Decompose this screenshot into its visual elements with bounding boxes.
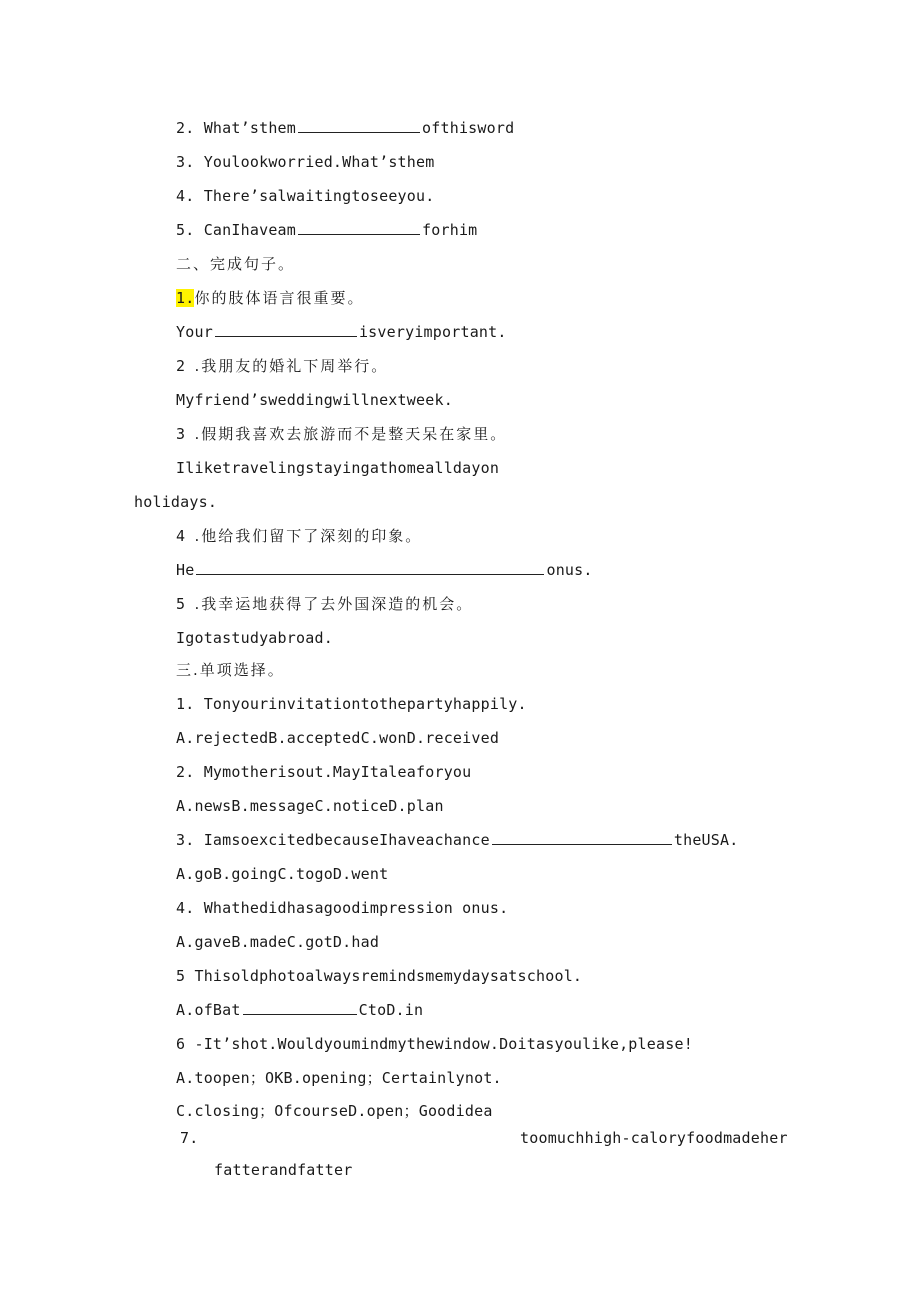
mc-question-7-cont: fatterandfatter (214, 1161, 353, 1179)
sentence-1-chinese (176, 287, 364, 309)
mc-options-3: A.goB.goingC.togoD.went (176, 865, 389, 883)
english-text-after: isveryimportant. (358, 323, 507, 341)
item-text-before: CanIhaveam (203, 221, 297, 239)
item-number: 2. (176, 119, 195, 137)
item-text-before: What’sthem (203, 119, 297, 137)
options-text-before: A.ofBat (176, 1001, 241, 1019)
item-text-after: ofthisword (422, 119, 515, 137)
mc-options-6b: C.closing；OfcourseD.open；Goodidea (176, 1102, 493, 1120)
mc-question-7-text: toomuchhigh-caloryfoodmadeher (520, 1129, 788, 1147)
question-text-before: 3. IamsoexcitedbecauseIhaveachance (176, 831, 490, 849)
item-number: 3. (176, 153, 195, 171)
sentence-4-english (176, 559, 593, 581)
item-number: 3 (176, 425, 186, 443)
mc-question-4: 4. Whathedidhasagoodimpression onus. (176, 899, 509, 917)
mc-options-2: A.newsB.messageC.noticeD.plan (176, 797, 444, 815)
mc-question-5: 5 Thisoldphotoalwaysremindsmemydaysatschool. (176, 967, 583, 985)
section-3-heading: 三.单项选择。 (176, 661, 285, 679)
chinese-text: .假期我喜欢去旅游而不是整天呆在家里。 (194, 425, 508, 443)
answer-blank[interactable] (243, 999, 357, 1015)
sentence-3-chinese (176, 423, 507, 445)
sentence-5-english: Igotastudyabroad. (176, 629, 333, 647)
answer-blank[interactable] (492, 829, 672, 845)
sentence-2-chinese (176, 355, 388, 377)
english-text-before: Your (176, 323, 213, 341)
sentence-3-english-cont: holidays. (134, 493, 218, 511)
item-number: 5 (176, 595, 186, 613)
answer-blank[interactable] (215, 321, 357, 337)
english-text-before: He (176, 561, 195, 579)
options-text-after: CtoD.in (358, 1001, 424, 1019)
mc-options-5 (176, 999, 423, 1021)
chinese-text: .他给我们留下了深刻的印象。 (194, 527, 423, 545)
item-number: 5. (176, 221, 195, 239)
english-text-after: onus. (546, 561, 593, 579)
question-text-after: theUSA. (673, 831, 739, 849)
sentence-1-english (176, 321, 507, 343)
mc-question-7-number: 7. (180, 1129, 199, 1147)
vocab-item-2 (176, 117, 514, 139)
mc-question-3 (176, 829, 738, 851)
vocab-item-5 (176, 219, 477, 241)
sentence-5-chinese (176, 593, 473, 615)
mc-options-6a: A.toopen；OKB.opening；Certainlynot. (176, 1069, 502, 1087)
sentence-3-english: Iliketravelingstayingathomealldayon (176, 459, 500, 477)
chinese-text: .我幸运地获得了去外国深造的机会。 (194, 595, 474, 613)
answer-blank[interactable] (298, 219, 420, 235)
highlighted-number: 1. (176, 289, 195, 307)
item-number: 4. (176, 187, 195, 205)
answer-blank[interactable] (196, 559, 544, 575)
answer-blank[interactable] (298, 117, 420, 133)
item-number: 2 (176, 357, 186, 375)
sentence-2-english: Myfriend’sweddingwillnextweek. (176, 391, 453, 409)
mc-question-6: 6 -It’shot.Wouldyoumindmythewindow.Doitasyoulike,please! (176, 1035, 693, 1053)
mc-options-1: A.rejectedB.acceptedC.wonD.received (176, 729, 500, 747)
chinese-text: .我朋友的婚礼下周举行。 (194, 357, 389, 375)
chinese-text: 你的肢体语言很重要。 (194, 289, 365, 307)
item-number: 4 (176, 527, 186, 545)
mc-question-1: 1. Tonyourinvitationtothepartyhappily. (176, 695, 527, 713)
mc-question-2: 2. Mymotherisout.MayItaleaforyou (176, 763, 472, 781)
item-text: There’salwaitingtoseeyou. (203, 187, 435, 205)
vocab-item-4 (176, 185, 434, 207)
item-text-after: forhim (422, 221, 478, 239)
sentence-4-chinese (176, 525, 422, 547)
vocab-item-3 (176, 151, 434, 173)
mc-options-4: A.gaveB.madeC.gotD.had (176, 933, 380, 951)
item-text: Youlookworried.What’sthem (203, 153, 435, 171)
section-2-heading: 二、完成句子。 (176, 255, 296, 273)
